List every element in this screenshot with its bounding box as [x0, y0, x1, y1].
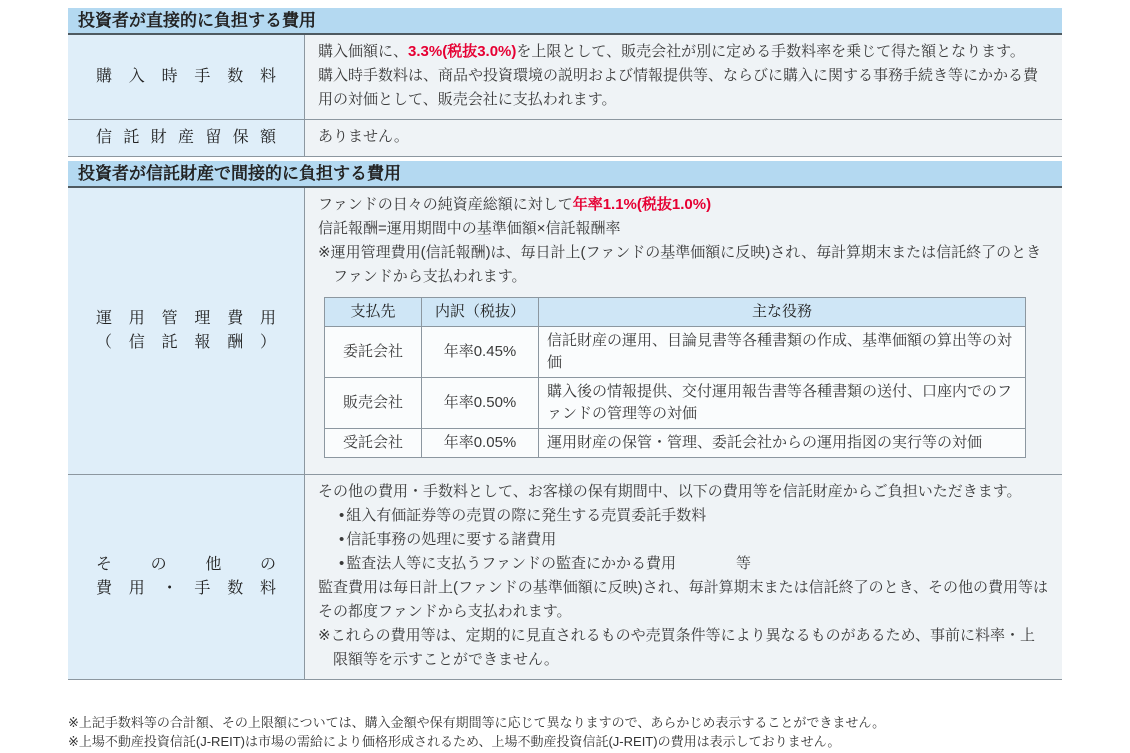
footnotes — [68, 714, 885, 751]
management-fee-formula: 信託報酬=運用期間中の基準価額×信託報酬率 — [318, 220, 621, 237]
reserve-amount-label-cell — [68, 120, 305, 156]
reserve-amount-label: 信託財産留保額 — [96, 129, 276, 146]
purchase-fee-text-post: を上限として、販売会社が別に定める手数料率を乗じて得た額となります。 — [516, 43, 1025, 60]
breakdown-row-itaku — [325, 327, 1026, 378]
breakdown-role: 購入後の情報提供、交付運用報告書等各種書類の送付、口座内でのファンドの管理等の対価 — [539, 378, 1026, 429]
breakdown-payee: 販売会社 — [325, 378, 422, 429]
management-fee-label-line2: （信託報酬） — [96, 334, 276, 351]
section-header-direct-fees: 投資者が直接的に負担する費用 — [68, 8, 1062, 35]
fund-fee-table — [68, 8, 1062, 680]
management-fee-rate-highlight: 年率1.1%(税抜1.0%) — [572, 196, 712, 213]
breakdown-rate: 年率0.50% — [422, 378, 539, 429]
management-fee-row — [68, 188, 1062, 475]
breakdown-header-payee: 支払先 — [325, 298, 422, 327]
breakdown-rate: 年率0.05% — [422, 429, 539, 458]
management-fee-label-line1: 運用管理費用 — [96, 310, 276, 327]
breakdown-payee: 受託会社 — [325, 429, 422, 458]
other-fees-paragraph-2: 監査費用は毎日計上(ファンドの基準価額に反映)され、毎計算期末または信託終了のとき、その他の費用等はその都度ファンドから支払われます。 — [318, 579, 1048, 620]
other-fees-label-line1: その他の — [96, 556, 276, 573]
other-fees-row — [68, 475, 1062, 680]
reserve-amount-text: ありません。 — [318, 128, 409, 145]
purchase-fee-text-pre: 購入価額に、 — [318, 43, 409, 60]
breakdown-header-role: 主な役務 — [539, 298, 1026, 327]
breakdown-header-row — [325, 298, 1026, 327]
breakdown-role: 信託財産の運用、目論見書等各種書類の作成、基準価額の算出等の対価 — [539, 327, 1026, 378]
breakdown-rate: 年率0.45% — [422, 327, 539, 378]
other-fees-note: ※これらの費用等は、定期的に見直されるものや売買条件等により異なるものがあるため、事前に料率・上限額等を示すことができません。 — [318, 627, 1035, 668]
other-fees-label-line2: 費用・手数料 — [96, 580, 276, 597]
other-fees-intro: その他の費用・手数料として、お客様の保有期間中、以下の費用等を信託財産からご負担いただきます。 — [318, 483, 1022, 500]
footnote-total-fees: ※上記手数料等の合計額、その上限額については、購入金額や保有期間等に応じて異なりますので、あらかじめ表示することができません。 — [68, 715, 886, 730]
other-fees-bullet-audit: • 監査法人等に支払うファンドの監査にかかる費用 等 — [318, 552, 1048, 576]
purchase-fee-label-cell — [68, 35, 305, 119]
other-fees-label-cell — [68, 475, 305, 679]
other-fees-bullet-trust-admin: • 信託事務の処理に要する諸費用 — [318, 528, 1048, 552]
management-fee-label-cell — [68, 188, 305, 474]
purchase-fee-content — [305, 35, 1062, 119]
management-fee-content — [305, 188, 1062, 474]
footnote-jreit: ※上場不動産投資信託(J-REIT)は市場の需給により価格形成されるため、上場不動産投資信託(J-REIT)の費用は表示しておりません。 — [68, 733, 841, 749]
purchase-fee-label: 購入時手数料 — [96, 68, 276, 85]
reserve-amount-row — [68, 120, 1062, 157]
other-fees-content — [305, 475, 1062, 679]
purchase-fee-paragraph-2: 購入時手数料は、商品や投資環境の説明および情報提供等、ならびに購入に関する事務手続き等にかかる費用の対価として、販売会社に支払われます。 — [318, 67, 1039, 108]
purchase-fee-rate-highlight: 3.3%(税抜3.0%) — [408, 43, 517, 60]
fee-breakdown-table — [324, 297, 1026, 458]
breakdown-row-jutaku — [325, 429, 1026, 458]
section-header-indirect-fees: 投資者が信託財産で間接的に負担する費用 — [68, 161, 1062, 188]
breakdown-row-hanbai — [325, 378, 1026, 429]
breakdown-role: 運用財産の保管・管理、委託会社からの運用指図の実行等の対価 — [539, 429, 1026, 458]
management-fee-intro — [318, 193, 1048, 217]
breakdown-header-rate: 内訳（税抜） — [422, 298, 539, 327]
management-fee-intro-pre: ファンドの日々の純資産総額に対して — [318, 196, 573, 213]
management-fee-note: ※運用管理費用(信託報酬)は、毎日計上(ファンドの基準価額に反映)され、毎計算期末または信託終了のときファンドから支払われます。 — [318, 244, 1042, 285]
breakdown-payee: 委託会社 — [325, 327, 422, 378]
other-fees-bullet-brokerage: • 組入有価証券等の売買の際に発生する売買委託手数料 — [318, 504, 1048, 528]
reserve-amount-content — [305, 120, 1062, 156]
purchase-fee-paragraph-1 — [318, 40, 1048, 64]
purchase-fee-row — [68, 35, 1062, 120]
